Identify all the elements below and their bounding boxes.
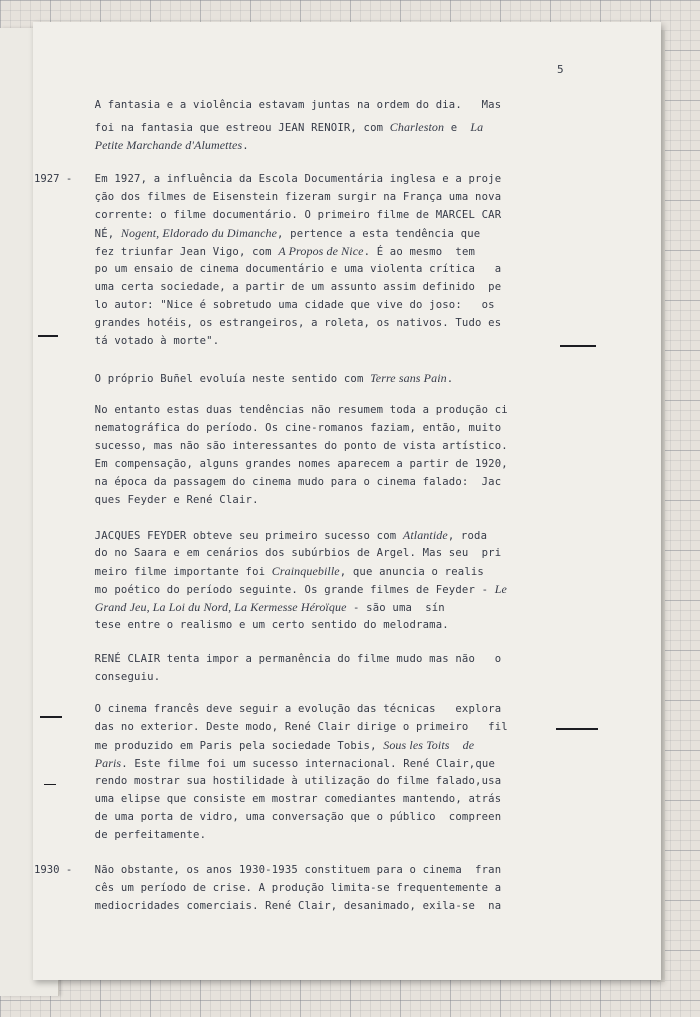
text-run: ques Feyder e René Clair. <box>75 494 259 506</box>
text-line <box>75 224 585 242</box>
text-run: das no exterior. Deste modo, René Clair dirige o primeiro fil <box>75 721 508 733</box>
text-line <box>75 188 585 206</box>
text-line <box>75 473 585 491</box>
text-run: grandes hotéis, os estrangeiros, a roleta, os nativos. Tudo es <box>75 317 502 329</box>
text-run: mediocridades comerciais. René Clair, desanimado, exila-se na <box>75 900 502 912</box>
text-run: nematográfica do período. Os cine-romanos faziam, então, muito <box>75 422 502 434</box>
italic-title: Grand Jeu, La Loi du Nord, La Kermesse Héroïque <box>94 600 347 614</box>
text-line <box>75 790 585 808</box>
text-run: No entanto estas duas tendências não resumem toda a produção ci <box>75 404 508 416</box>
text-line <box>75 668 585 686</box>
text-line <box>75 206 585 224</box>
text-run: de uma porta de vidro, uma conversação que o público compreen <box>75 811 502 823</box>
text-run: mo poético do período seguinte. Os grande filmes de Feyder - <box>75 584 495 596</box>
text-line <box>75 616 585 634</box>
text-line <box>75 401 585 419</box>
text-run: . Este filme foi um sucesso internacional. René Clair,que <box>121 758 496 770</box>
text-run <box>75 602 95 614</box>
text-line <box>75 419 585 437</box>
italic-title: de <box>462 738 475 752</box>
text-line <box>75 526 585 544</box>
italic-title: Atlantide <box>402 528 448 542</box>
pen-mark <box>44 784 56 785</box>
text-run: me produzido em Paris pela sociedade Tobis, <box>75 740 384 752</box>
text-line <box>75 260 585 278</box>
text-run: , que anuncia o realis <box>339 566 484 578</box>
text-line <box>75 170 585 188</box>
pen-mark <box>38 335 58 337</box>
text-run: foi na fantasia que estreou JEAN RENOIR, com <box>75 122 390 134</box>
text-line <box>75 118 585 136</box>
text-line <box>75 332 585 350</box>
text-run: . <box>242 140 249 152</box>
text-run: sucesso, mas não são interessantes do ponto de vista artístico. <box>75 440 508 452</box>
text-line <box>75 826 585 844</box>
text-run: do no Saara e em cenários dos subúrbios de Argel. Mas seu pri <box>75 547 502 559</box>
text-line <box>75 491 585 509</box>
text-run: ção dos filmes de Eisenstein fizeram surgir na França uma nova <box>75 191 502 203</box>
text-line <box>75 242 585 260</box>
text-run: , roda <box>447 530 488 542</box>
text-line <box>75 455 585 473</box>
text-run: fez triunfar Jean Vigo, com <box>75 246 279 258</box>
text-run: corrente: o filme documentário. O primeiro filme de MARCEL CAR <box>75 209 502 221</box>
pen-mark <box>560 345 596 347</box>
italic-title: Terre sans Pain <box>370 371 447 385</box>
text-run: A fantasia e a violência estavam juntas na ordem do dia. Mas <box>75 99 502 111</box>
pen-mark <box>556 728 598 730</box>
text-run: de perfeitamente. <box>75 829 207 841</box>
text-run: rendo mostrar sua hostilidade à utilização do filme falado,usa <box>75 775 502 787</box>
text-run: cês um período de crise. A produção limita-se frequentemente a <box>75 882 502 894</box>
text-line <box>75 879 585 897</box>
italic-title: Paris <box>94 756 122 770</box>
italic-title: Nogent, Eldorado du Dimanche <box>120 226 278 240</box>
text-run: tá votado à morte". <box>75 335 220 347</box>
text-run: meiro filme importante foi <box>75 566 272 578</box>
text-run: Em compensação, alguns grandes nomes aparecem a partir de 1920, <box>75 458 508 470</box>
text-run: tese entre o realismo e um certo sentido do melodrama. <box>75 619 449 631</box>
text-run: lo autor: "Nice é sobretudo uma cidade que vive do joso: os <box>75 299 495 311</box>
text-line <box>75 598 585 616</box>
text-run: conseguiu. <box>75 671 161 683</box>
margin-year-1927: 1927 - <box>34 173 73 185</box>
text-run <box>75 140 95 152</box>
margin-year-1930: 1930 - <box>34 864 73 876</box>
text-run: - são uma sín <box>346 602 445 614</box>
text-run: . <box>446 373 454 385</box>
text-line <box>75 718 585 736</box>
text-line <box>75 278 585 296</box>
text-line <box>75 314 585 332</box>
text-line <box>75 897 585 915</box>
italic-title: Petite Marchande d'Alumettes <box>94 138 243 152</box>
page-number: 5 <box>557 63 564 76</box>
text-line <box>75 96 585 114</box>
text-line <box>75 700 585 718</box>
text-line <box>75 736 585 754</box>
text-line <box>75 650 585 668</box>
text-line <box>75 369 585 387</box>
text-run: Em 1927, a influência da Escola Documentária inglesa e a proje <box>75 173 502 185</box>
text-run: e <box>444 122 471 134</box>
text-run: uma certa sociedade, a partir de um assunto assim definido pe <box>75 281 502 293</box>
text-run: JACQUES FEYDER obteve seu primeiro sucesso com <box>75 530 403 542</box>
italic-title: Charleston <box>389 120 445 134</box>
text-line <box>75 544 585 562</box>
text-line <box>75 437 585 455</box>
italic-title: Sous les Toits <box>383 738 450 752</box>
italic-title: La <box>470 120 484 134</box>
italic-title: A Propos de Nice <box>278 244 364 258</box>
text-run: NÉ, <box>75 228 121 240</box>
pen-mark <box>40 716 62 718</box>
text-run: , pertence a esta tendência que <box>277 228 481 240</box>
text-line <box>75 772 585 790</box>
text-run: na época da passagem do cinema mudo para o cinema falado: Jac <box>75 476 502 488</box>
text-run: RENÉ CLAIR tenta impor a permanência do filme mudo mas não o <box>75 653 502 665</box>
text-run: O próprio Buñel evoluía neste sentido com <box>75 373 371 385</box>
text-run: po um ensaio de cinema documentário e uma violenta crítica a <box>75 263 502 275</box>
text-line <box>75 562 585 580</box>
text-line <box>75 808 585 826</box>
text-run: uma elipse que consiste em mostrar comediantes mantendo, atrás <box>75 793 502 805</box>
text-run <box>75 758 95 770</box>
text-run: . É ao mesmo tem <box>363 246 476 258</box>
text-line <box>75 136 585 154</box>
text-run: Não obstante, os anos 1930-1935 constituem para o cinema fran <box>75 864 502 876</box>
text-run <box>450 740 463 752</box>
text-run: O cinema francês deve seguir a evolução das técnicas explora <box>75 703 502 715</box>
italic-title: Crainquebille <box>271 564 340 578</box>
text-line <box>75 296 585 314</box>
italic-title: Le <box>494 582 507 596</box>
text-line <box>75 754 585 772</box>
text-line <box>75 580 585 598</box>
text-line <box>75 861 585 879</box>
